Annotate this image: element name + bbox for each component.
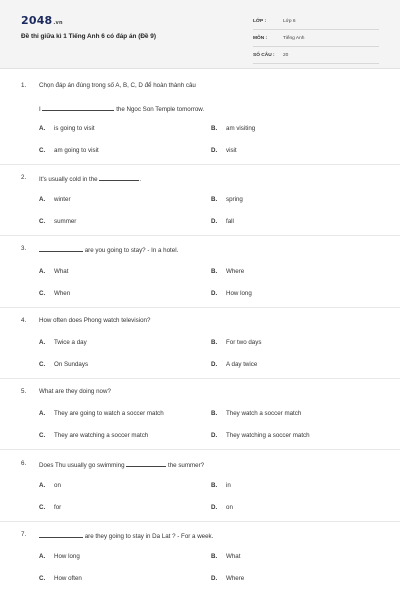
divider [0,378,400,379]
option-d[interactable]: D. How long [211,290,252,297]
question-text: are you going to stay? - In a hotel. [39,245,178,254]
option-d[interactable]: D. visit [211,147,237,154]
option-a[interactable]: A. How long [39,553,80,560]
option-a[interactable]: A. on [39,482,61,489]
divider [0,235,400,236]
meta-label: LỚP : [253,18,267,24]
option-d[interactable]: D. Where [211,575,245,582]
option-c[interactable]: C. summer [39,218,77,225]
question-text: It's usually cold in the . [39,176,142,183]
question-sentence: I the Ngoc Son Temple tomorrow. [39,106,205,113]
option-b[interactable]: B. spring [211,196,243,203]
option-c[interactable]: C. On Sundays [39,361,89,368]
option-b[interactable]: B. They watch a soccer match [211,410,302,417]
option-b[interactable]: B. in [211,482,231,489]
question-text: Does Thu usually go swimming the summer? [39,462,205,469]
option-b[interactable]: B. Where [211,268,245,275]
divider [0,449,400,450]
meta-value: 20 [283,52,289,58]
meta-row-subject [253,30,379,47]
question-number: 1. [21,82,27,89]
meta-value: Tiếng Anh [283,35,305,41]
option-d[interactable]: D. They watching a soccer match [211,432,310,439]
option-d[interactable]: D. A day twice [211,361,258,368]
exam-title: Đề thi giữa kì 1 Tiếng Anh 6 có đáp án (Đề 9) [21,33,156,40]
option-d[interactable]: D. fall [211,218,234,225]
divider [0,307,400,308]
option-a[interactable]: A. What [39,268,69,275]
exam-header [0,0,400,69]
option-c[interactable]: C. When [39,290,71,297]
answer-blank [39,531,83,538]
meta-row-count [253,47,379,64]
question-text: Chọn đáp án đúng trong số A, B, C, D để hoàn thành câu [39,82,196,89]
option-a[interactable]: A. They are going to watch a soccer match [39,410,164,417]
question-number: 3. [21,245,27,252]
option-a[interactable]: A. winter [39,196,71,203]
meta-label: SỐ CÂU : [253,52,275,58]
option-b[interactable]: B. am visiting [211,125,256,132]
question-number: 4. [21,317,27,324]
option-b[interactable]: B. What [211,553,241,560]
question-number: 7. [21,531,27,538]
answer-blank [39,245,83,252]
option-c[interactable]: C. How often [39,575,82,582]
option-c[interactable]: C. They are watching a soccer match [39,432,149,439]
meta-row-class [253,13,379,30]
meta-value: Lớp 6 [283,18,296,24]
site-logo[interactable]: 2048.vn [21,14,63,27]
meta-label: MÔN : [253,35,268,41]
option-c[interactable]: C. am going to visit [39,147,99,154]
divider [0,164,400,165]
question-text: How often does Phong watch television? [39,317,151,324]
option-a[interactable]: A. is going to visit [39,125,95,132]
answer-blank [99,174,139,181]
answer-blank [42,104,114,111]
question-text: are they going to stay in Da Lat ? - For a week. [39,531,213,540]
option-a[interactable]: A. Twice a day [39,339,87,346]
answer-blank [126,460,166,467]
question-number: 6. [21,460,27,467]
exam-meta [253,13,379,64]
option-c[interactable]: C. for [39,504,62,511]
question-number: 2. [21,174,27,181]
question-text: What are they doing now? [39,388,111,395]
divider [0,521,400,522]
option-d[interactable]: D. on [211,504,233,511]
option-b[interactable]: B. For two days [211,339,262,346]
question-number: 5. [21,388,27,395]
